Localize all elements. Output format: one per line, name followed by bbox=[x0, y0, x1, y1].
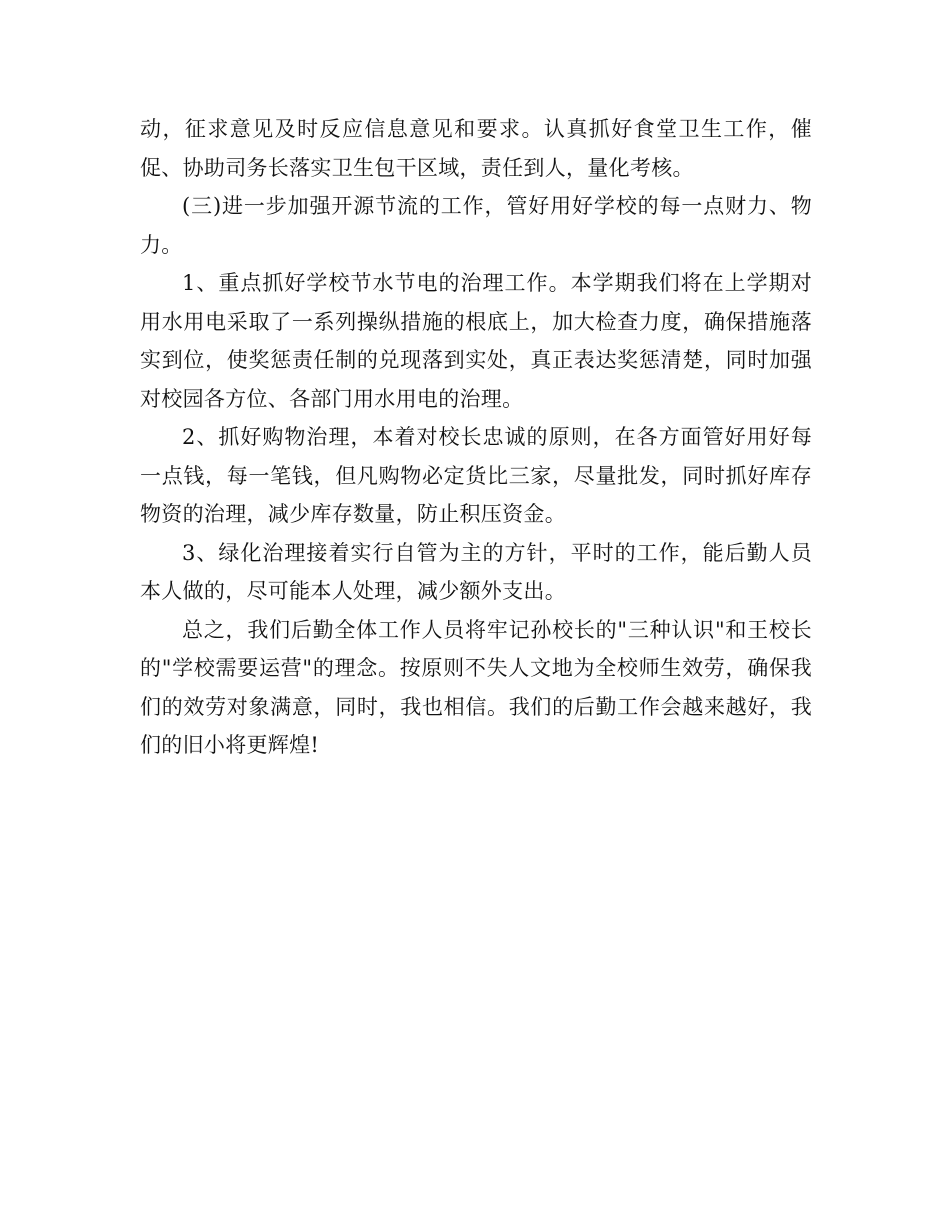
paragraph-continuation: 动，征求意见及时反应信息意见和要求。认真抓好食堂卫生工作，催促、协助司务长落实卫生包干区域，责任到人，量化考核。 bbox=[140, 117, 812, 180]
paragraph-item-2: 2、抓好购物治理，本着对校长忠诚的原则，在各方面管好用好每一点钱，每一笔钱，但凡购物必定货比三家，尽量批发，同时抓好库存物资的治理，减少库存数量，防止积压资金。 bbox=[140, 425, 812, 526]
paragraph-conclusion: 总之，我们后勤全体工作人员将牢记孙校长的"三种认识"和王校长的"学校需要运营"的理念。按原则不失人文地为全校师生效劳，确保我们的效劳对象满意，同时，我也相信。我们的后勤工作会越来越好，我们的旧小将更辉煌! bbox=[140, 617, 812, 757]
document-body bbox=[140, 110, 812, 765]
paragraph-item-3: 3、绿化治理接着实行自管为主的方针，平时的工作，能后勤人员本人做的，尽可能本人处理，减少额外支出。 bbox=[140, 540, 812, 603]
paragraph-section-three: (三)进一步加强开源节流的工作，管好用好学校的每一点财力、物力。 bbox=[140, 194, 812, 257]
paragraph-item-1: 1、重点抓好学校节水节电的治理工作。本学期我们将在上学期对用水用电采取了一系列操纵措施的根底上，加大检查力度，确保措施落实到位，使奖惩责任制的兑现落到实处，真正表达奖惩清楚，同时加强对校园各方位、各部门用水用电的治理。 bbox=[140, 271, 812, 411]
